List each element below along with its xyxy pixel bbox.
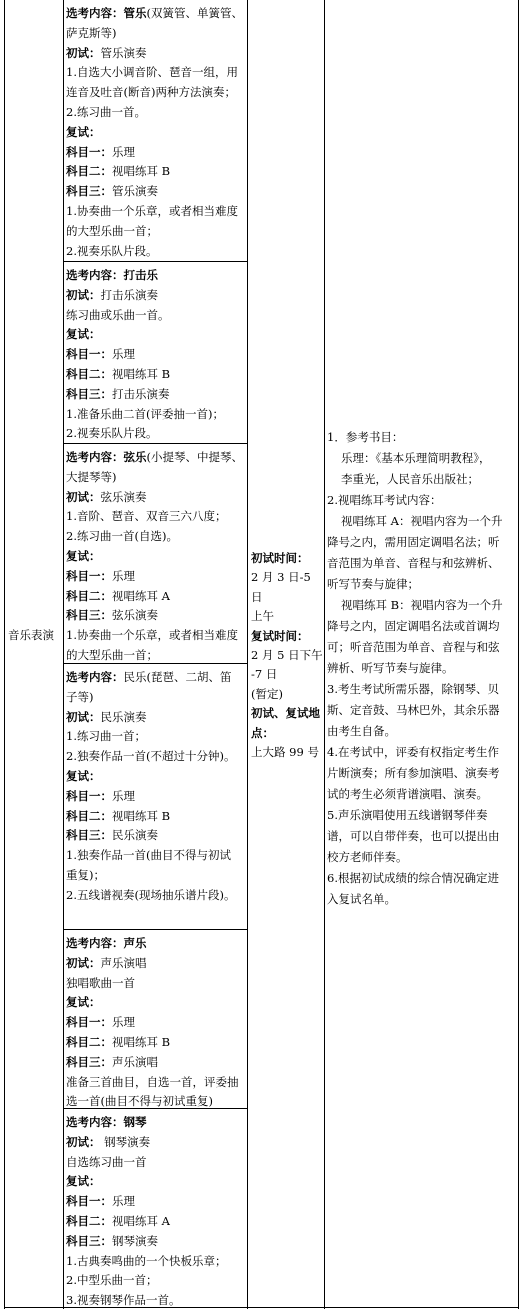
section-line-text: 民乐(琵琶、二胡、笛 xyxy=(123,670,232,684)
section-line xyxy=(66,626,247,646)
section-line xyxy=(66,1232,247,1252)
section-line-text: 重复)； xyxy=(66,867,105,882)
section-line-heading: 科目二： xyxy=(66,588,112,603)
section-line-heading: 科目三： xyxy=(66,1054,112,1069)
exam-place-label: 初试、复试地 xyxy=(251,706,320,721)
section-line xyxy=(66,202,247,222)
section-line-text: 声乐演唱 xyxy=(112,1054,158,1069)
section-line xyxy=(66,143,247,163)
note-line: 由考生自备。 xyxy=(327,724,396,738)
section-line xyxy=(66,787,247,807)
section-line xyxy=(66,385,247,405)
section-line-text: 乐理 xyxy=(112,144,135,159)
section-line-text: 声乐演唱 xyxy=(100,955,147,970)
first-exam-time-value: 上午 xyxy=(251,609,274,624)
note-line: 试的考生必须背谱演唱、演奏。 xyxy=(327,787,488,801)
section-line xyxy=(66,63,247,83)
section-line-text: 视唱练耳 B xyxy=(112,164,171,179)
note-line: 视唱练耳 A：视唱内容为一个升 xyxy=(341,514,503,528)
section-line-heading: 复试： xyxy=(66,327,101,342)
note-line: 辨析、听写节奏与旋律。 xyxy=(327,661,454,675)
section-line xyxy=(66,266,247,286)
section-line xyxy=(66,934,247,954)
section-line-heading: 科目三： xyxy=(66,386,112,401)
major-name: 音乐表演 xyxy=(8,628,54,642)
section-line-text: 乐理 xyxy=(112,568,135,583)
section-line-heading: 选考内容：声乐 xyxy=(66,936,147,950)
section-line xyxy=(66,405,247,425)
row-divider xyxy=(63,443,247,444)
section-line-text: 2.练习曲一首。 xyxy=(66,104,146,119)
section-line-text: 自选练习曲一首 xyxy=(66,1154,147,1169)
section-line-heading: 初试： xyxy=(66,1134,101,1149)
section-line xyxy=(66,807,247,827)
section-line-text: 乐理 xyxy=(112,347,135,362)
section-line xyxy=(66,527,247,547)
section-line-heading: 科目一： xyxy=(66,144,112,159)
section-line xyxy=(66,1133,247,1153)
table-border-bottom xyxy=(4,1307,519,1308)
section-line-text: 大提琴等) xyxy=(66,469,117,484)
section-line-text: 2.五线谱视奏(现场抽乐谱片段)。 xyxy=(66,887,236,902)
note-line: 4.在考试中，评委有权指定考生作 xyxy=(327,745,499,759)
section-line xyxy=(66,1192,247,1212)
section-line xyxy=(66,1271,247,1291)
section-line-text: 1.准备乐曲二首(评委抽一首)； xyxy=(66,406,224,421)
section-line-text: 连音及吐音(断音)两种方法演奏； xyxy=(66,85,236,100)
section-line xyxy=(66,567,247,587)
section-line xyxy=(66,886,247,906)
exam-place-label: 点： xyxy=(251,725,274,740)
second-exam-time-value: 2 月 5 日下午 xyxy=(251,648,323,663)
section-line xyxy=(66,1013,247,1033)
section-line-text: 练习曲或乐曲一首。 xyxy=(66,307,170,322)
section-line-text: 准备三首曲目，自选一首，评委抽 xyxy=(66,1074,239,1089)
section-line xyxy=(66,547,247,567)
section-line xyxy=(66,866,247,886)
section-line xyxy=(66,1291,247,1307)
exam-notes xyxy=(327,427,517,910)
section-strings xyxy=(64,446,247,663)
section-line xyxy=(66,646,247,663)
note-line: 入复试名单。 xyxy=(327,892,396,906)
section-line-text: (双簧管、单簧管、 xyxy=(146,6,243,20)
section-folk xyxy=(64,666,247,929)
section-line xyxy=(66,4,247,24)
section-line-heading: 初试： xyxy=(66,45,101,60)
section-line xyxy=(66,826,247,846)
row-divider xyxy=(63,929,247,930)
second-exam-time-note: (暂定) xyxy=(251,686,283,701)
section-line-heading: 科目二： xyxy=(66,1213,112,1228)
section-line xyxy=(66,727,247,747)
section-line-text: 管乐演奏 xyxy=(100,45,147,60)
section-line-heading: 初试： xyxy=(66,489,101,504)
section-line-heading: 复试： xyxy=(66,995,101,1010)
section-line-text: 乐理 xyxy=(112,788,135,803)
section-line xyxy=(66,365,247,385)
section-line xyxy=(66,44,247,64)
section-line-heading: 选考内容： xyxy=(66,670,124,684)
section-line-heading: 初试： xyxy=(66,955,101,970)
section-line-heading: 科目一： xyxy=(66,1194,112,1209)
section-line-heading: 科目二： xyxy=(66,164,112,179)
section-line-text: 1.协奏曲一个乐章，或者相当难度 xyxy=(66,203,238,218)
row-divider xyxy=(63,261,247,262)
exam-place-value: 上大路 99 号 xyxy=(251,745,319,760)
section-line-heading: 复试： xyxy=(66,1174,101,1189)
note-line: 降号之内，固定调唱名法或首调均 xyxy=(327,619,500,633)
section-line xyxy=(66,24,247,44)
note-line: 3.考生考试所需乐器，除钢琴、贝 xyxy=(327,682,499,696)
note-line: 音范围为单音、音程与和弦辨析、 xyxy=(327,556,500,570)
section-line-text: 弦乐演奏 xyxy=(100,489,147,504)
column-divider-2 xyxy=(247,0,248,1309)
section-line xyxy=(66,993,247,1013)
section-line-text: 2.中型乐曲一首； xyxy=(66,1273,158,1288)
section-line xyxy=(66,1153,247,1173)
section-line-text: 的大型乐曲一首； xyxy=(66,647,158,662)
note-line: 听写节奏与旋律； xyxy=(327,577,419,591)
section-line-text: 1.音阶、琶音、双音三六八度； xyxy=(66,509,227,524)
section-line-heading: 科目二： xyxy=(66,808,112,823)
row-divider xyxy=(63,663,247,664)
column-divider-3 xyxy=(324,0,325,1309)
section-line-text: 民乐演奏 xyxy=(112,828,158,843)
section-line xyxy=(66,123,247,143)
note-line: 斯、定音鼓、马林巴外，其余乐器 xyxy=(327,703,500,717)
section-line-text: 萨克斯等) xyxy=(66,25,117,40)
section-line-heading: 科目二： xyxy=(66,366,112,381)
section-line xyxy=(66,1092,247,1108)
section-line-heading: 科目一： xyxy=(66,347,112,362)
section-line xyxy=(66,103,247,123)
section-line xyxy=(66,1172,247,1192)
section-line-heading: 选考内容：钢琴 xyxy=(66,1115,147,1129)
section-line-heading: 科目一： xyxy=(66,1015,112,1030)
section-line xyxy=(66,1053,247,1073)
note-line: 视唱练耳 B：视唱内容为一个升 xyxy=(341,598,503,612)
section-line xyxy=(66,448,247,468)
section-line xyxy=(66,668,247,688)
section-line-text: 视唱练耳 B xyxy=(112,366,171,381)
section-line xyxy=(66,325,247,345)
section-line-heading: 选考内容：管乐 xyxy=(66,6,147,20)
section-line-heading: 复试： xyxy=(66,548,101,563)
section-line-heading: 科目一： xyxy=(66,568,112,583)
section-line-heading: 科目一： xyxy=(66,788,112,803)
section-line-text: 视唱练耳 B xyxy=(112,1034,171,1049)
section-line-heading: 选考内容：弦乐 xyxy=(66,450,147,464)
section-vocal xyxy=(64,932,247,1108)
section-line-text: 乐理 xyxy=(112,1194,135,1209)
note-line: 可；听音范围为单音、音程与和弦 xyxy=(327,640,500,654)
note-line: 片断演奏；所有参加演唱、演奏考 xyxy=(327,766,500,780)
note-line: 李重光，人民音乐出版社； xyxy=(341,472,479,486)
note-line: 乐理：《基本乐理简明教程》， xyxy=(341,451,491,465)
section-line-text: 视唱练耳 A xyxy=(112,1213,170,1228)
section-line xyxy=(66,286,247,306)
section-line-text: 选一首(曲目不得与初试重复) xyxy=(66,1094,213,1108)
note-line: 6.根据初试成绩的综合情况确定进 xyxy=(327,871,499,885)
section-line-text: 1.练习曲一首； xyxy=(66,729,146,744)
section-line xyxy=(66,345,247,365)
section-line-text: 民乐演奏 xyxy=(100,709,147,724)
note-line: 谱，可以自带伴奏，也可以提出由 xyxy=(327,829,500,843)
section-line-text: 2.视奏乐队片段。 xyxy=(66,426,158,441)
section-line-text: 3.视奏钢琴作品一首。 xyxy=(66,1293,181,1307)
section-line xyxy=(66,507,247,527)
section-line-text: 子等) xyxy=(66,689,94,704)
note-line: 2.视唱练耳考试内容： xyxy=(327,493,442,507)
section-line-text: 1.古典奏鸣曲的一个快板乐章； xyxy=(66,1253,227,1268)
section-line-text: 1.协奏曲一个乐章，或者相当难度 xyxy=(66,628,238,643)
section-line-text: 钢琴演奏 xyxy=(100,1134,151,1149)
section-line xyxy=(66,1113,247,1133)
section-line-heading: 初试： xyxy=(66,287,101,302)
first-exam-time-value: 2 月 3 日-5 日 xyxy=(251,570,311,604)
row-divider xyxy=(63,1108,247,1109)
section-line-heading: 科目三： xyxy=(66,608,112,623)
section-line xyxy=(66,306,247,326)
section-piano xyxy=(64,1111,247,1307)
note-line: 1．参考书目： xyxy=(327,430,404,444)
table-border-left xyxy=(4,0,5,1309)
section-line-text: 弦乐演奏 xyxy=(112,608,158,623)
section-line-heading: 复试： xyxy=(66,124,101,139)
section-line-text: 视唱练耳 B xyxy=(112,808,171,823)
section-line xyxy=(66,242,247,261)
section-line xyxy=(66,974,247,994)
section-line-text: 管乐演奏 xyxy=(112,184,158,199)
second-exam-time-value: -7 日 xyxy=(251,667,278,682)
note-line: 5.声乐演唱使用五线谱钢琴伴奏 xyxy=(327,808,488,822)
section-line xyxy=(66,688,247,708)
exam-schedule xyxy=(251,549,323,762)
section-percussion xyxy=(64,264,247,443)
section-line xyxy=(66,182,247,202)
section-line-text: 2.独奏作品一首(不超过十分钟)。 xyxy=(66,749,236,764)
section-line xyxy=(66,606,247,626)
section-line-text: 1.独奏作品一首(曲目不得与初试 xyxy=(66,848,231,863)
section-line xyxy=(66,83,247,103)
section-line-text: 1.自选大小调音阶、琶音一组，用 xyxy=(66,65,238,80)
section-line xyxy=(66,162,247,182)
section-line xyxy=(66,708,247,728)
section-line xyxy=(66,747,247,767)
second-exam-time-label: 复试时间： xyxy=(251,628,309,643)
section-line-heading: 科目三： xyxy=(66,828,112,843)
section-line-text: 2.练习曲一首(自选)。 xyxy=(66,529,178,544)
section-line-text: 打击乐演奏 xyxy=(112,386,170,401)
first-exam-time-label: 初试时间： xyxy=(251,551,309,565)
section-line-heading: 初试： xyxy=(66,709,101,724)
section-line xyxy=(66,1033,247,1053)
section-line xyxy=(66,846,247,866)
section-line-heading: 科目三： xyxy=(66,1233,112,1248)
section-line-text: 2.视奏乐队片段。 xyxy=(66,243,158,258)
section-winds xyxy=(64,2,247,261)
section-line-heading: 选考内容：打击乐 xyxy=(66,268,158,282)
section-line-text: 视唱练耳 A xyxy=(112,588,170,603)
section-line xyxy=(66,587,247,607)
section-line xyxy=(66,1073,247,1093)
section-line xyxy=(66,1252,247,1272)
section-line xyxy=(66,222,247,242)
section-line-text: 独唱歌曲一首 xyxy=(66,975,135,990)
section-line-text: 钢琴演奏 xyxy=(112,1233,158,1248)
note-line: 校方老师伴奏。 xyxy=(327,850,408,864)
section-line xyxy=(66,767,247,787)
note-line: 降号之内，需用固定调唱名法；听 xyxy=(327,535,500,549)
section-line-heading: 复试： xyxy=(66,768,101,783)
section-line xyxy=(66,468,247,488)
section-line xyxy=(66,1212,247,1232)
section-line-text: 的大型乐曲一首； xyxy=(66,223,158,238)
section-line-heading: 科目二： xyxy=(66,1034,112,1049)
section-line xyxy=(66,488,247,508)
section-line xyxy=(66,954,247,974)
section-line-heading: 科目三： xyxy=(66,184,112,199)
section-line xyxy=(66,424,247,443)
section-line-text: 乐理 xyxy=(112,1015,135,1030)
section-line-text: 打击乐演奏 xyxy=(100,287,158,302)
section-line-text: (小提琴、中提琴、 xyxy=(146,450,243,464)
